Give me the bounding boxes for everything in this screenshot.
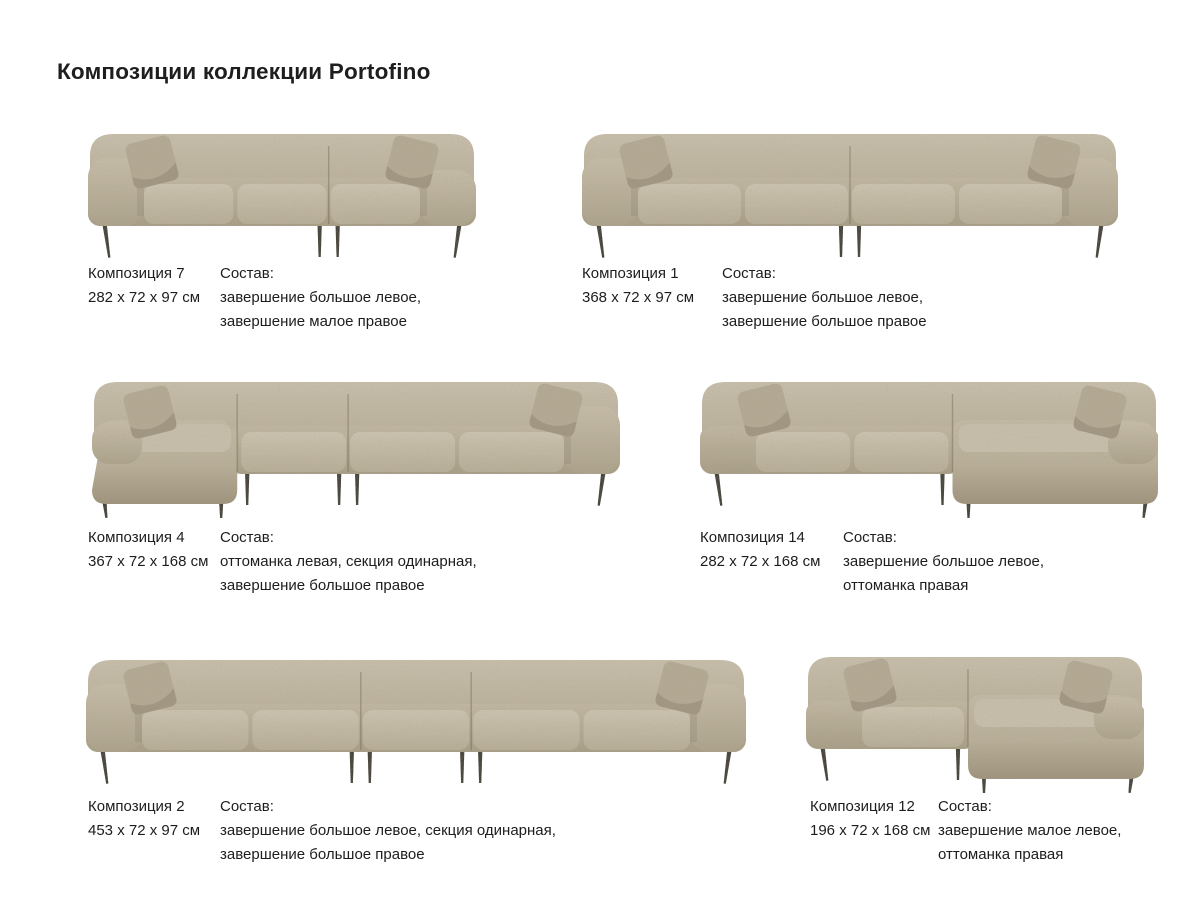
sostav-line-1: завершение большое левое, bbox=[722, 289, 924, 306]
composition-name: Композиция 2 bbox=[88, 798, 185, 815]
sostav-line-2: завершение большое правое bbox=[220, 577, 425, 594]
sostav-label: Состав: bbox=[722, 265, 776, 282]
sofa-illustration bbox=[80, 636, 752, 786]
composition-name: Композиция 12 bbox=[810, 798, 915, 815]
composition-dimensions: 367 x 72 x 168 см bbox=[88, 553, 209, 570]
composition-name: Композиция 1 bbox=[582, 265, 679, 282]
composition-dimensions: 368 x 72 x 97 см bbox=[582, 289, 695, 306]
sofa-illustration bbox=[576, 110, 1124, 260]
sostav-label: Состав: bbox=[220, 798, 274, 815]
composition-dimensions: 196 x 72 x 168 см bbox=[810, 822, 931, 839]
composition-dimensions: 453 x 72 x 97 см bbox=[88, 822, 201, 839]
sostav-line-1: завершение большое левое, bbox=[843, 553, 1045, 570]
sostav-line-2: завершение малое правое bbox=[220, 313, 407, 330]
sostav-label: Состав: bbox=[220, 529, 274, 546]
sostav-line-2: оттоманка правая bbox=[843, 577, 969, 594]
sofa-illustration bbox=[86, 358, 626, 533]
composition-name: Композиция 14 bbox=[700, 529, 805, 546]
sostav-line-1: завершение малое левое, bbox=[938, 822, 1122, 839]
sofa-illustration bbox=[82, 110, 482, 260]
sofa-illustration bbox=[800, 633, 1150, 808]
sostav-label: Состав: bbox=[843, 529, 897, 546]
sostav-line-1: завершение большое левое, bbox=[220, 289, 422, 306]
sofa-illustration bbox=[694, 358, 1164, 533]
sostav-line-2: завершение большое правое bbox=[722, 313, 927, 330]
composition-dimensions: 282 x 72 x 168 см bbox=[700, 553, 821, 570]
composition-name: Композиция 4 bbox=[88, 529, 185, 546]
composition-dimensions: 282 x 72 x 97 см bbox=[88, 289, 201, 306]
page-title: Композиции коллекции Portofino bbox=[57, 59, 431, 85]
sostav-label: Состав: bbox=[220, 265, 274, 282]
sostav-label: Состав: bbox=[938, 798, 992, 815]
sostav-line-1: завершение большое левое, секция одинарная, bbox=[220, 822, 556, 839]
composition-name: Композиция 7 bbox=[88, 265, 185, 282]
sostav-line-1: оттоманка левая, секция одинарная, bbox=[220, 553, 477, 570]
sostav-line-2: завершение большое правое bbox=[220, 846, 425, 863]
sostav-line-2: оттоманка правая bbox=[938, 846, 1064, 863]
